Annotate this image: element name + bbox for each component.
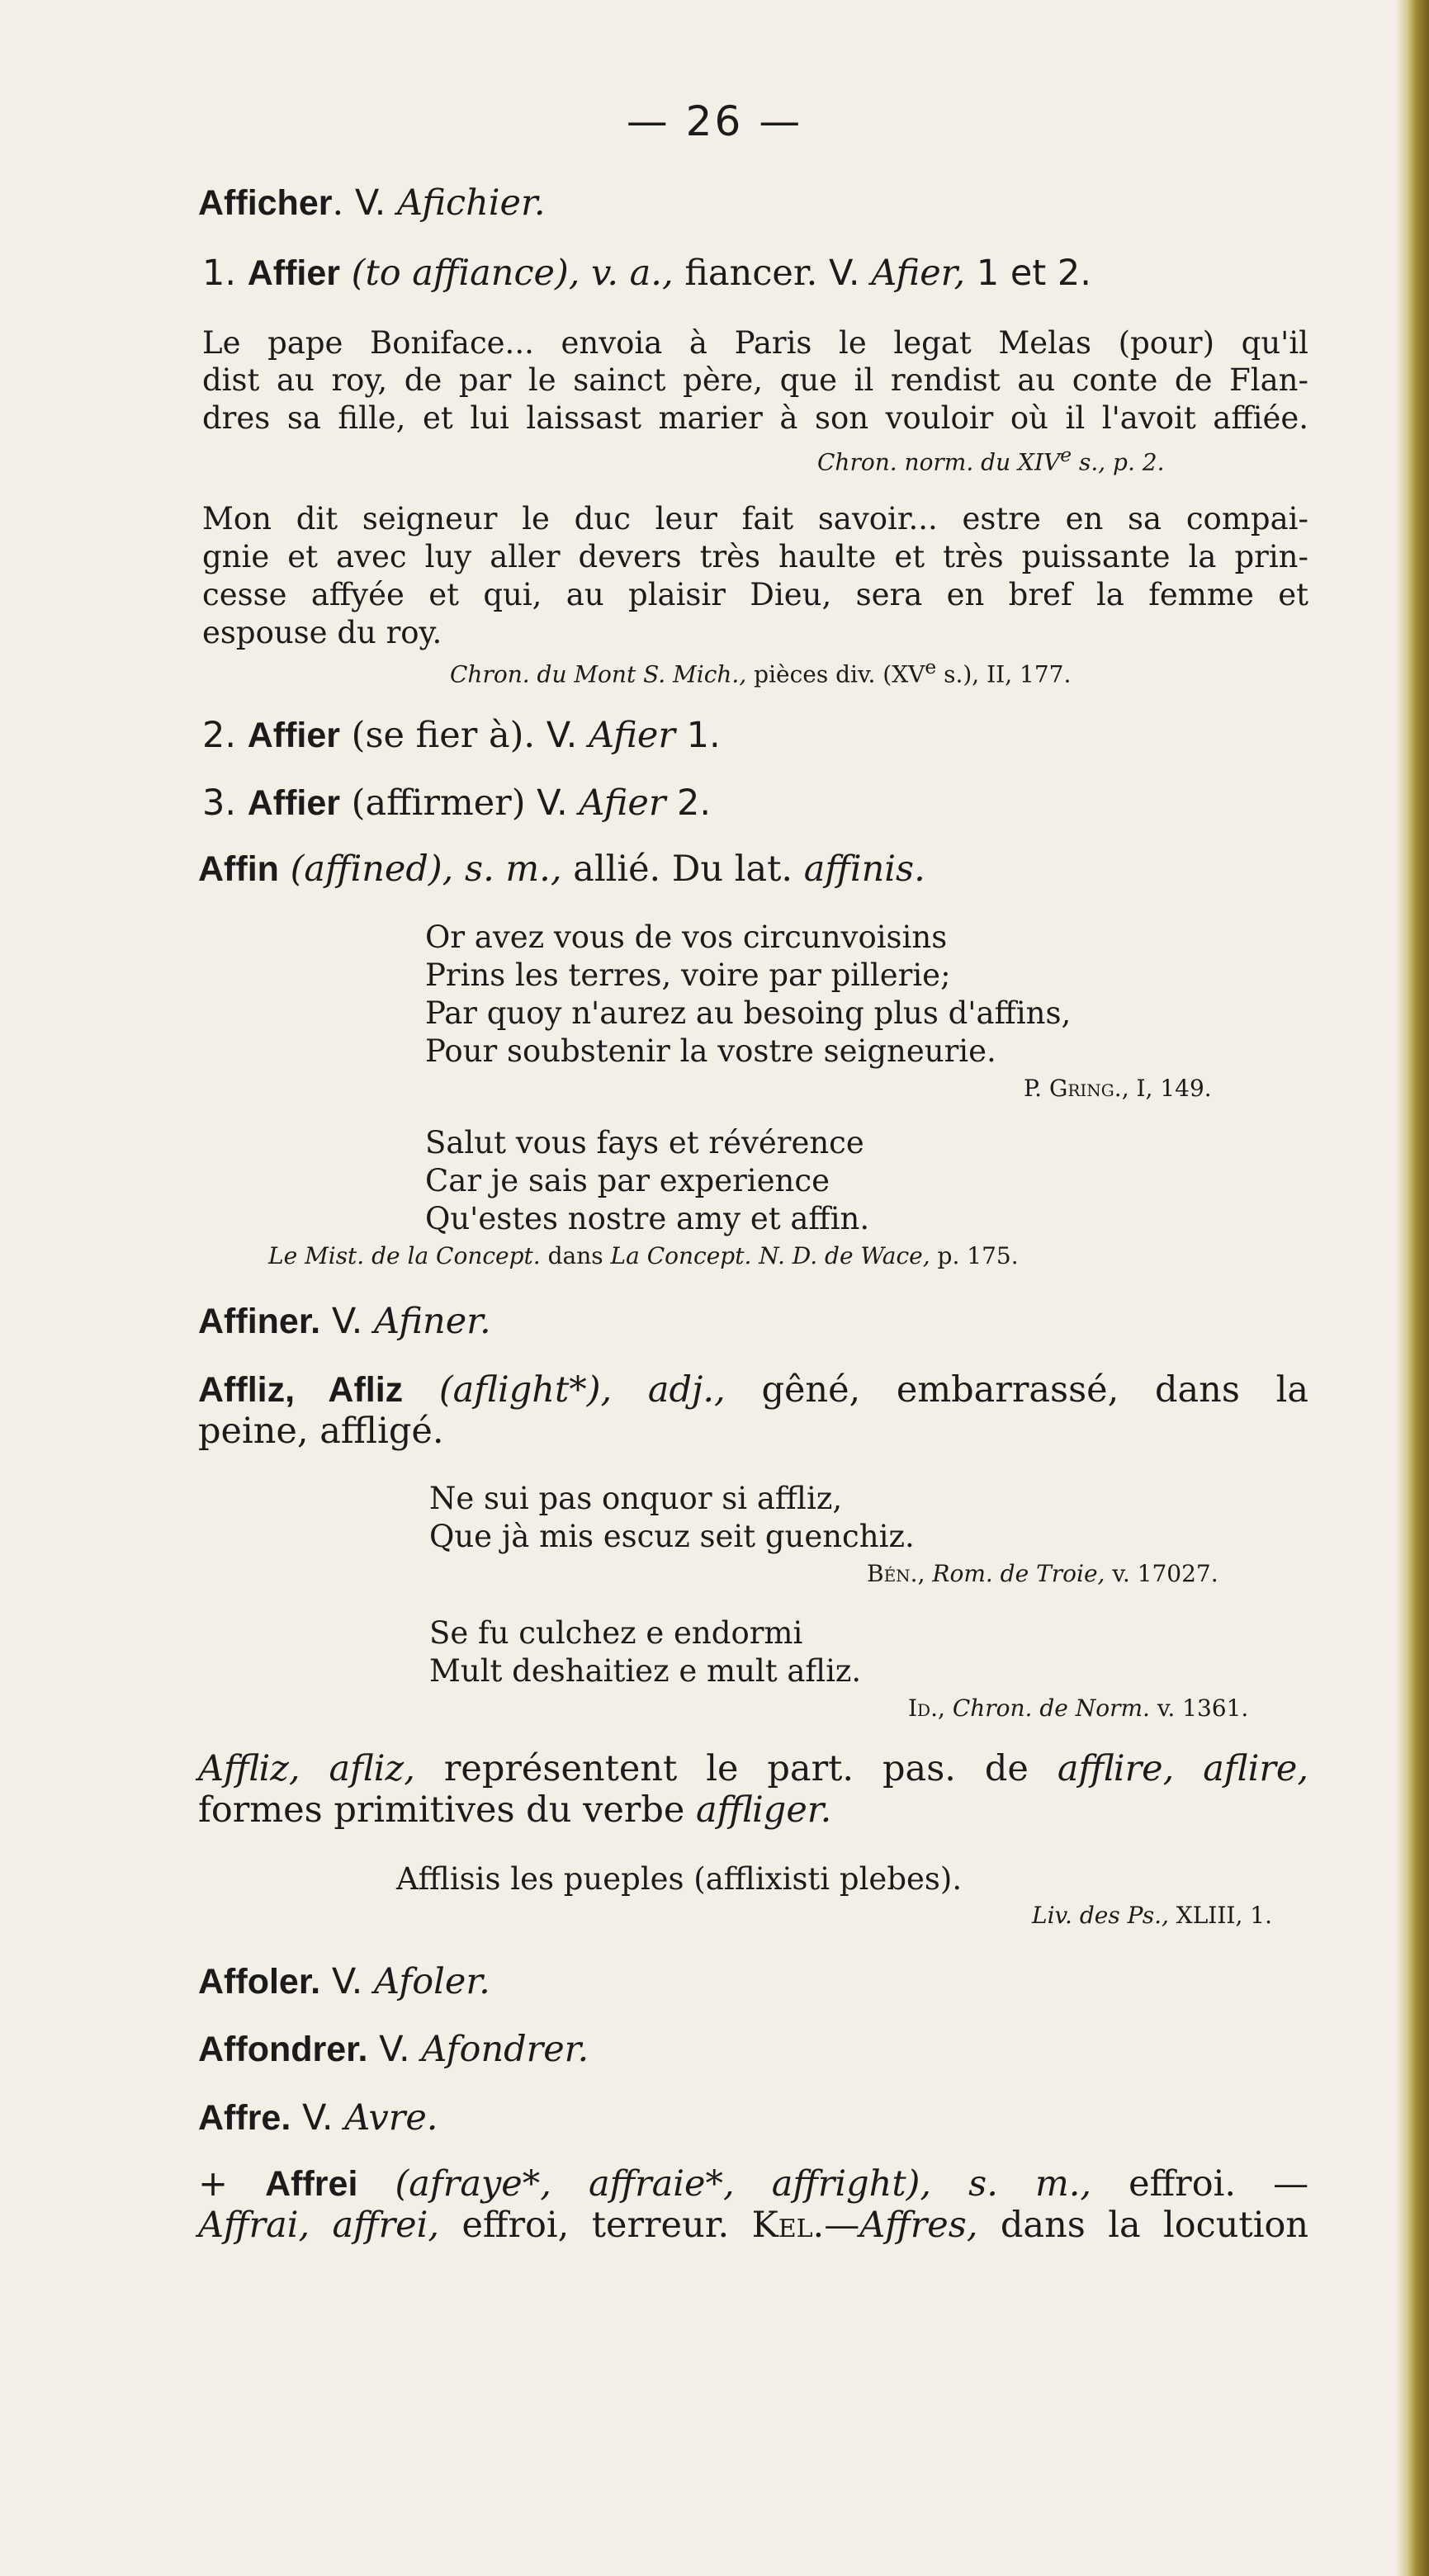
headword: Affiner. bbox=[198, 1302, 321, 1341]
verse-line: Mult deshaitiez e mult afliz. bbox=[429, 1653, 862, 1689]
definition-cont: peine, affligé. bbox=[198, 1411, 444, 1452]
definition: allié. Du lat. bbox=[573, 848, 793, 890]
headword: Affre. bbox=[198, 2098, 291, 2138]
verse-line: Salut vous fays et révérence bbox=[425, 1125, 864, 1160]
headword: Affondrer. bbox=[198, 2030, 368, 2069]
cross-reference: Afichier. bbox=[397, 182, 546, 224]
headword: Affrei bbox=[265, 2164, 358, 2204]
citation: P. Gring., I, 149. bbox=[1024, 1075, 1212, 1102]
etymology: (aflight*), bbox=[438, 1369, 613, 1411]
cross-reference: Afier bbox=[579, 782, 666, 824]
entry-affier-3: 3. Affier (affirmer) V. Afier 2. bbox=[202, 782, 712, 824]
entry-affre: Affre. V. Avre. bbox=[198, 2097, 438, 2139]
page-number: — 26 — bbox=[626, 97, 803, 145]
grammar: s. m., bbox=[968, 2163, 1092, 2205]
grammar: v. a., bbox=[591, 253, 674, 294]
verse-line: Car je sais par experience bbox=[425, 1163, 830, 1198]
citation: Chron. du Mont S. Mich., pièces div. (XVe s.), II, 177. bbox=[450, 655, 1072, 688]
entry-affondrer: Affondrer. V. Afondrer. bbox=[198, 2029, 589, 2070]
entry-affier-2: 2. Affier (se fier à). V. Afier 1. bbox=[202, 715, 721, 756]
quote-line: espouse du roy. bbox=[202, 615, 442, 650]
verse-line: Que jà mis escuz seit guenchiz. bbox=[429, 1519, 915, 1554]
definition: gêné, embarrassé, dans la bbox=[761, 1369, 1309, 1411]
etymology: (affined), bbox=[290, 848, 454, 890]
plus-mark: + bbox=[198, 2163, 229, 2205]
headword: Affoler. bbox=[198, 1962, 321, 2002]
grammar: s. m., bbox=[465, 848, 562, 890]
quote-line: dist au roy, de par le sainct père, que il rendist au conte de Flan- bbox=[202, 362, 1308, 398]
entry-affrei bbox=[198, 2163, 1309, 2205]
quote-line: dres sa fille, et lui laissast marier à son vouloir où il l'avoit affiée. bbox=[202, 400, 1308, 436]
cross-reference: Afondrer. bbox=[421, 2029, 589, 2070]
verse-line: Pour soubstenir la vostre seigneurie. bbox=[425, 1033, 996, 1069]
etymology: (afraye*, affraie*, affright), bbox=[395, 2163, 932, 2205]
entry-afficher: Afficher. V. Afichier. bbox=[198, 182, 546, 224]
citation: Liv. des Ps., XLIII, 1. bbox=[1032, 1902, 1273, 1929]
headword: Affier bbox=[247, 783, 340, 823]
quote-line: Afflisis les pueples (afflixisti plebes). bbox=[396, 1861, 963, 1897]
definition: fiancer. bbox=[684, 253, 818, 294]
citation: Chron. norm. du XIVe s., p. 2. bbox=[817, 443, 1165, 476]
citation: Le Mist. de la Concept. dans La Concept. N. D. de Wace, p. 175. bbox=[268, 1242, 1019, 1269]
headword: Affin bbox=[198, 849, 279, 889]
headword: Affier bbox=[247, 253, 340, 293]
verse-line: Se fu culchez e endormi bbox=[429, 1615, 803, 1651]
quote-line: Le pape Boniface... envoia à Paris le legat Melas (pour) qu'il bbox=[202, 325, 1308, 361]
headword: Affier bbox=[247, 716, 340, 755]
entry-affin: Affin (affined), s. m., allié. Du lat. affinis. bbox=[198, 848, 925, 890]
verse-line: Or avez vous de vos circunvoisins bbox=[425, 919, 948, 955]
cross-reference: Afier, bbox=[871, 253, 966, 294]
cross-reference: Afier bbox=[588, 715, 675, 756]
verse-line: Prins les terres, voire par pillerie; bbox=[425, 957, 951, 993]
cross-reference: Afoler. bbox=[374, 1961, 490, 2002]
definition: effroi. — bbox=[1129, 2163, 1309, 2205]
citation: Bén., Rom. de Troie, v. 17027. bbox=[867, 1560, 1218, 1587]
entry-affoler: Affoler. V. Afoler. bbox=[198, 1961, 490, 2002]
note-line: Affliz, afliz, représentent le part. pas. de afflire, aflire, bbox=[198, 1748, 1308, 1789]
entry-affliz bbox=[198, 1369, 1309, 1411]
cross-reference: Avre. bbox=[344, 2097, 438, 2139]
verse-line: Par quoy n'aurez au besoing plus d'affins, bbox=[425, 995, 1072, 1031]
entry-affrei-cont: Affrai, affrei, effroi, terreur. Kel.—Affres, dans la locution bbox=[198, 2205, 1309, 2246]
quote-line: Mon dit seigneur le duc leur fait savoir... estre en sa compai- bbox=[202, 501, 1308, 536]
note-line: formes primitives du verbe affliger. bbox=[198, 1789, 832, 1831]
grammar: adj., bbox=[647, 1369, 726, 1411]
verse-line: Qu'estes nostre amy et affin. bbox=[425, 1201, 870, 1236]
headword: Afficher bbox=[198, 183, 333, 223]
cross-reference: Afiner. bbox=[374, 1301, 491, 1342]
verse-line: Ne sui pas onquor si affliz, bbox=[429, 1481, 843, 1516]
citation: Id., Chron. de Norm. v. 1361. bbox=[908, 1694, 1249, 1722]
entry-affier-1: 1. Affier (to affiance), v. a., fiancer. V. Afier, 1 et 2. bbox=[202, 253, 1091, 294]
quote-line: cesse affyée et qui, au plaisir Dieu, sera en bref la femme et bbox=[202, 577, 1308, 612]
book-spine-edge bbox=[1396, 0, 1429, 2576]
etymology: (to affiance), bbox=[351, 253, 580, 294]
entry-affiner: Affiner. V. Afiner. bbox=[198, 1301, 491, 1342]
headword: Affliz, Afliz bbox=[198, 1370, 404, 1410]
quote-line: gnie et avec luy aller devers très haulte et très puissante la prin- bbox=[202, 539, 1308, 574]
